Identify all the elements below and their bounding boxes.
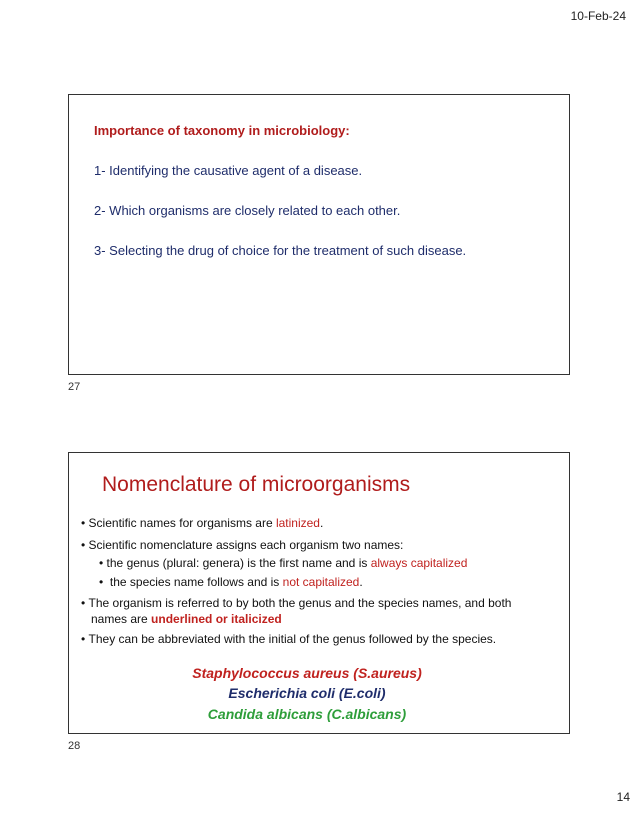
- point-3: 3- Selecting the drug of choice for the treatment of such disease.: [94, 243, 467, 258]
- slide-28-title: Nomenclature of microorganisms: [102, 473, 411, 496]
- bullet-4: • They can be abbreviated with the initial of the genus followed by the species.: [81, 632, 497, 646]
- example-escherichia: Escherichia coli (E.coli): [228, 685, 386, 701]
- sub-bullet-2: • the species name follows and is not capitalized.: [99, 575, 363, 589]
- slide-28: [68, 452, 570, 734]
- point-2: 2- Which organisms are closely related to each other.: [94, 203, 401, 218]
- example-staphylococcus: Staphylococcus aureus (S.aureus): [192, 665, 422, 681]
- page-number: 14: [616, 790, 630, 804]
- slide-27-number: 27: [68, 381, 81, 393]
- sub-bullet-1: • the genus (plural: genera) is the first name and is always capitalized: [99, 556, 468, 570]
- example-candida: Candida albicans (C.albicans): [207, 706, 407, 722]
- bullet-1: • Scientific names for organisms are latinized.: [81, 516, 324, 530]
- bullet-2: • Scientific nomenclature assigns each organism two names:: [81, 538, 404, 552]
- bullet-3: • The organism is referred to by both the genus and the species names, and both names are underlined or italicized: [81, 596, 512, 626]
- slide-27-heading: Importance of taxonomy in microbiology:: [94, 123, 350, 138]
- slide-28-number: 28: [68, 740, 81, 752]
- point-1: 1- Identifying the causative agent of a disease.: [94, 163, 363, 178]
- date-label: 10-Feb-24: [570, 9, 626, 23]
- slide-27: [68, 94, 570, 375]
